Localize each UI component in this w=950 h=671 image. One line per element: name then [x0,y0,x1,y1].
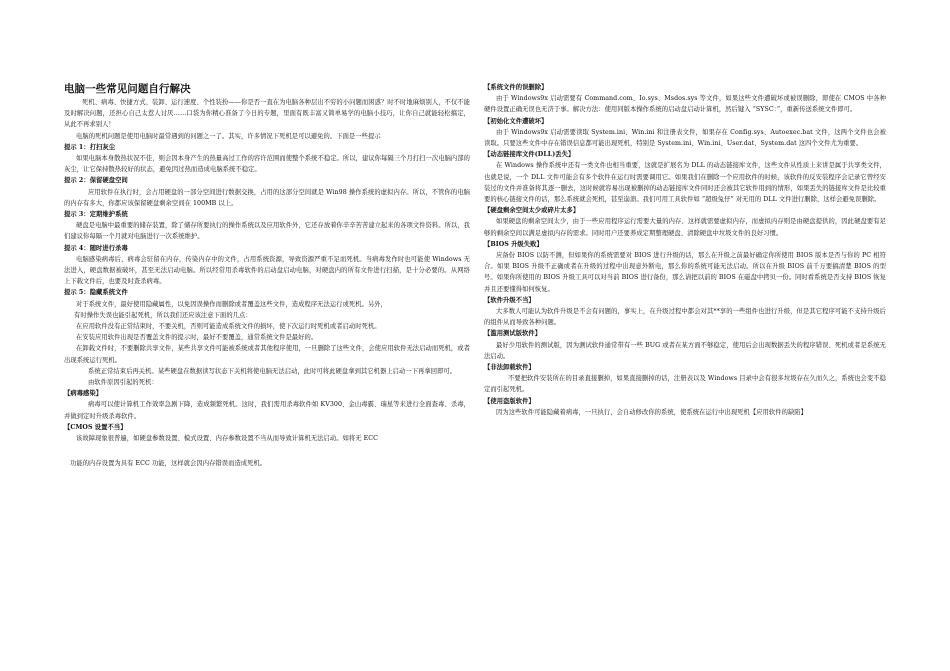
tip-5-body: 对于系统文件，最好使用隐藏属性，以免因误操作而删除或者覆盖这些文件，造成程序无法运行或死机。另外， [76,300,387,308]
tip-4-heading: 提示 4：随时进行杀毒 [64,244,128,252]
section-body-cmos-continued: 功能的内存设置为具有 ECC 功能，这样就会因内存错误而造成死机。 [70,460,267,468]
tip-1-body: 如果电脑本身散热状况不佳，则会因本身产生的热量高过工作的容许范围而使整个系统不稳定。所以，建议你每隔三个月打扫一次电脑内部的灰尘，让它保持散热较好的状态，避免因过热而造成电脑系统不稳定。 [64,155,470,174]
section-heading-pirated-software: 【使用盗版软件】 [484,397,535,405]
right-column [484,82,886,418]
note-item-3: 在卸载文件时，不要删除共享文件，某些共享文件可能被系统或者其他程序使用，一旦删除了这些文件，会使应用软件无法启动而死机，或者出现系统运行死机。 [64,345,470,364]
section-body-disk-space: 如果硬盘的剩余空间太少，由于一些应用程序运行需要大量的内存、这样就需要虚拟内存，而虚拟内存则是由硬盘提供的，因此硬盘要有足够的剩余空间以满足虚拟内存的需求。同时用户还要养成定期整理硬盘、清除硬盘中垃圾文件的良好习惯。 [484,218,886,237]
note-item-5: 由软件原因引起的死机： [88,379,158,387]
section-heading-dll: 【动态链接库文件(DLL)丢失】 [484,151,575,159]
note-item-2: 在安装应用软件出现是否覆盖文件的提示时，最好不要覆盖，通常系统文件是最好的。 [76,334,318,342]
note-item-1: 在应用软件没有正常结束时，不要关机，否则可能造成系统文件的损坏，使下次运行时死机或者启动时死机。 [76,323,381,331]
section-heading-system-files: 【系统文件的误删除】 [484,84,548,91]
section-body-pirated-software: 因为这些软件可能隐藏着病毒，一旦执行，会自动修改你的系统，使系统在运行中出现死机【应用软件的缺陷】 [496,408,807,416]
tip-4-body: 电脑感染病毒后，病毒会驻留在内存，传染内存中的文件，占用系统资源，导致资源严重不足而死机。当病毒发作时也可能使 Windows 无法进入，硬盘数据被破坏，甚至无法启动电脑。所以经常用杀毒软件的启动盘启动电脑，对硬盘内的所有文件进行扫描，是十分必要的。从网络上下载文件后，也要及时查杀病毒。 [64,255,470,286]
tip-3-heading: 提示 3：定期维护系统 [64,211,128,219]
tip-1-heading: 提示 1：打扫灰尘 [64,143,116,151]
left-column [64,82,470,470]
note-item-4: 系统正常结束后再关机。某些硬盘在数据读写状态下关机将使电脑无法启动，此时可将此硬盘拿到其它机器上启动一下再拿回即可。 [88,367,457,375]
section-body-bios: 应备份 BIOS 以防不测，但如果你的系统需要对 BIOS 进行升级的话，那么在升级之前最好确定你所使用 BIOS 版本是否与你的 PC 相符合。如果 BIOS 升级不正确或者在升级的过程中出现意外断电，那么你的系统可能无法启动。所以在升级 BIOS 前千万要搞清楚 BIOS 的型号。如果你所使用的 BIOS 升级工具可以对当前 BIOS 进行备份，那么请把以前的 BIOS 在磁盘中拷贝一份。同时看系统是否支持 BIOS 恢复并且还要懂得如何恢复。 [484,252,886,293]
section-heading-cmos: 【CMOS 设置不当】 [64,423,127,431]
section-heading-disk-space: 【硬盘剩余空间太少或碎片太多】 [484,207,580,215]
section-heading-virus: 【病毒感染】 [64,390,103,398]
intro-paragraph-2: 电脑的死机问题是使用电脑时最常遇到的问题之一了。其实，许多情况下死机是可以避免的。下面是一些提示 [76,132,381,140]
section-body-init-files: 由于 Windows9x 启动需要读取 System.ini、Win.ini 和注册表文件，如果存在 Config.sys、Autoexec.bat 文件，这两个文件也会被读取。只要这些文件中存在错误信息都可能出现死机，特别是 System.ini、Win.ini、User.dat、System.dat 这四个文件尤为重要。 [484,128,886,148]
section-heading-upgrade: 【软件升级不当】 [484,296,535,304]
tip-2-body: 应用软件在执行时，会占用硬盘的一部分空间进行数据交换，占用的这部分空间就是 Win98 操作系统的虚拟内存。所以，不管你的电脑的内存有多大，你都应该保留硬盘剩余空间在 100MB 以上。 [64,188,470,207]
section-body-virus: 病毒可以使计算机工作效率急剧下降，造成频繁死机。这时，我们需用杀毒软件如 KV300、金山毒霸、瑞星等来进行全面查毒、杀毒，并做到定时升级杀毒软件。 [64,401,470,420]
section-heading-uninstall: 【非法卸载软件】 [484,364,535,372]
document-title: 电脑一些常见问题自行解决 [64,83,191,95]
section-body-upgrade: 大多数人可能认为软件升级是不会有问题的，事实上，在升级过程中都会对其**享的一些组件也进行升级，但是其它程序可能不支持升级后的组件从而导致各种问题。 [484,308,886,327]
section-body-uninstall: 不要把软件安装所在的目录直接删掉，如果直接删掉的话，注册表以及 Windows 目录中会有很多垃圾存在久而久之，系统也会变不稳定而引起死机。 [484,375,886,394]
tip-5-heading: 提示 5：隐藏系统文件 [64,289,128,297]
section-body-beta-software: 最好少用软件的测试版，因为测试软件通常带有一些 BUG 或者在某方面不够稳定，使用后会出现数据丢失的程序错误、死机或者是系统无法启动。 [484,341,886,360]
section-heading-init-files: 【初始化文件遭破坏】 [484,117,548,125]
tip-3-body: 硬盘是电脑中最重要的储存装置，除了储存所要执行的操作系统以及应用软件外，它还存放着你辛辛苦苦建立起来的各项文件资料。所以，我们建议你每隔一个月就对电脑进行一次系统维护。 [64,222,470,241]
section-heading-beta-software: 【滥用测试版软件】 [484,330,542,338]
tip-5-body-continued: 有时操作失误也能引起死机，所以我们还应该注意下面的几点： [74,311,252,319]
tip-2-heading: 提示 2：保留硬盘空间 [64,177,128,185]
intro-paragraph: 死机、病毒、快捷方式、装卸、运行速度、个性装扮——你是否一直在为电脑各种层出不穷的小问题而困惑？时不时地麻烦别人，不仅不能及时解决问题，还担心自己太惹人讨厌……口袋为你精心准备了今日的专题，里面有既丰富又简单易学的电脑小技巧，让你自己就能轻松搞定，从此不再求别人！ [64,99,470,129]
section-body-system-files: 由于 Windows9x 启动需要有 Command.com、Io.sys、Msdos.sys 等文件，如果这些文件遭破坏或被误删除，即使在 CMOS 中各种硬件设置正确无误也无济于事。解决方法：使用同版本操作系统的启动盘启动计算机，然后键入 “SYSC：”，重新传送系统文件即可。 [484,95,886,114]
section-body-dll: 在 Windows 操作系统中还有一类文件也相当重要，这就是扩展名为 DLL 的动态链接库文件，这些文件从性质上来讲是属于共享类文件，也就是说，一个 DLL 文件可能会有多个软件在运行时需要调用它。如果我们在删除一个应用软件的时候，该软件的反安装程序会记录它曾经安装过的文件并准备将其逐一删去，这时候就容易出现被删掉的动态链接库文件同时还会被其它软件用到的情形，如果丢失的链接库文件是比较重要的核心链接文件的话，那么系统就会死机，甚至崩溃。我们可用工具软件如 “超级兔仔” 对无用的 DLL 文件进行删除，这样会避免误删除。 [484,162,886,204]
section-body-cmos: 该故障现象很普遍，如硬盘参数设置、模式设置、内存参数设置不当从而导致计算机无法启动。如将无 ECC [76,435,379,443]
section-heading-bios: 【BIOS 升级失败】 [484,240,543,248]
